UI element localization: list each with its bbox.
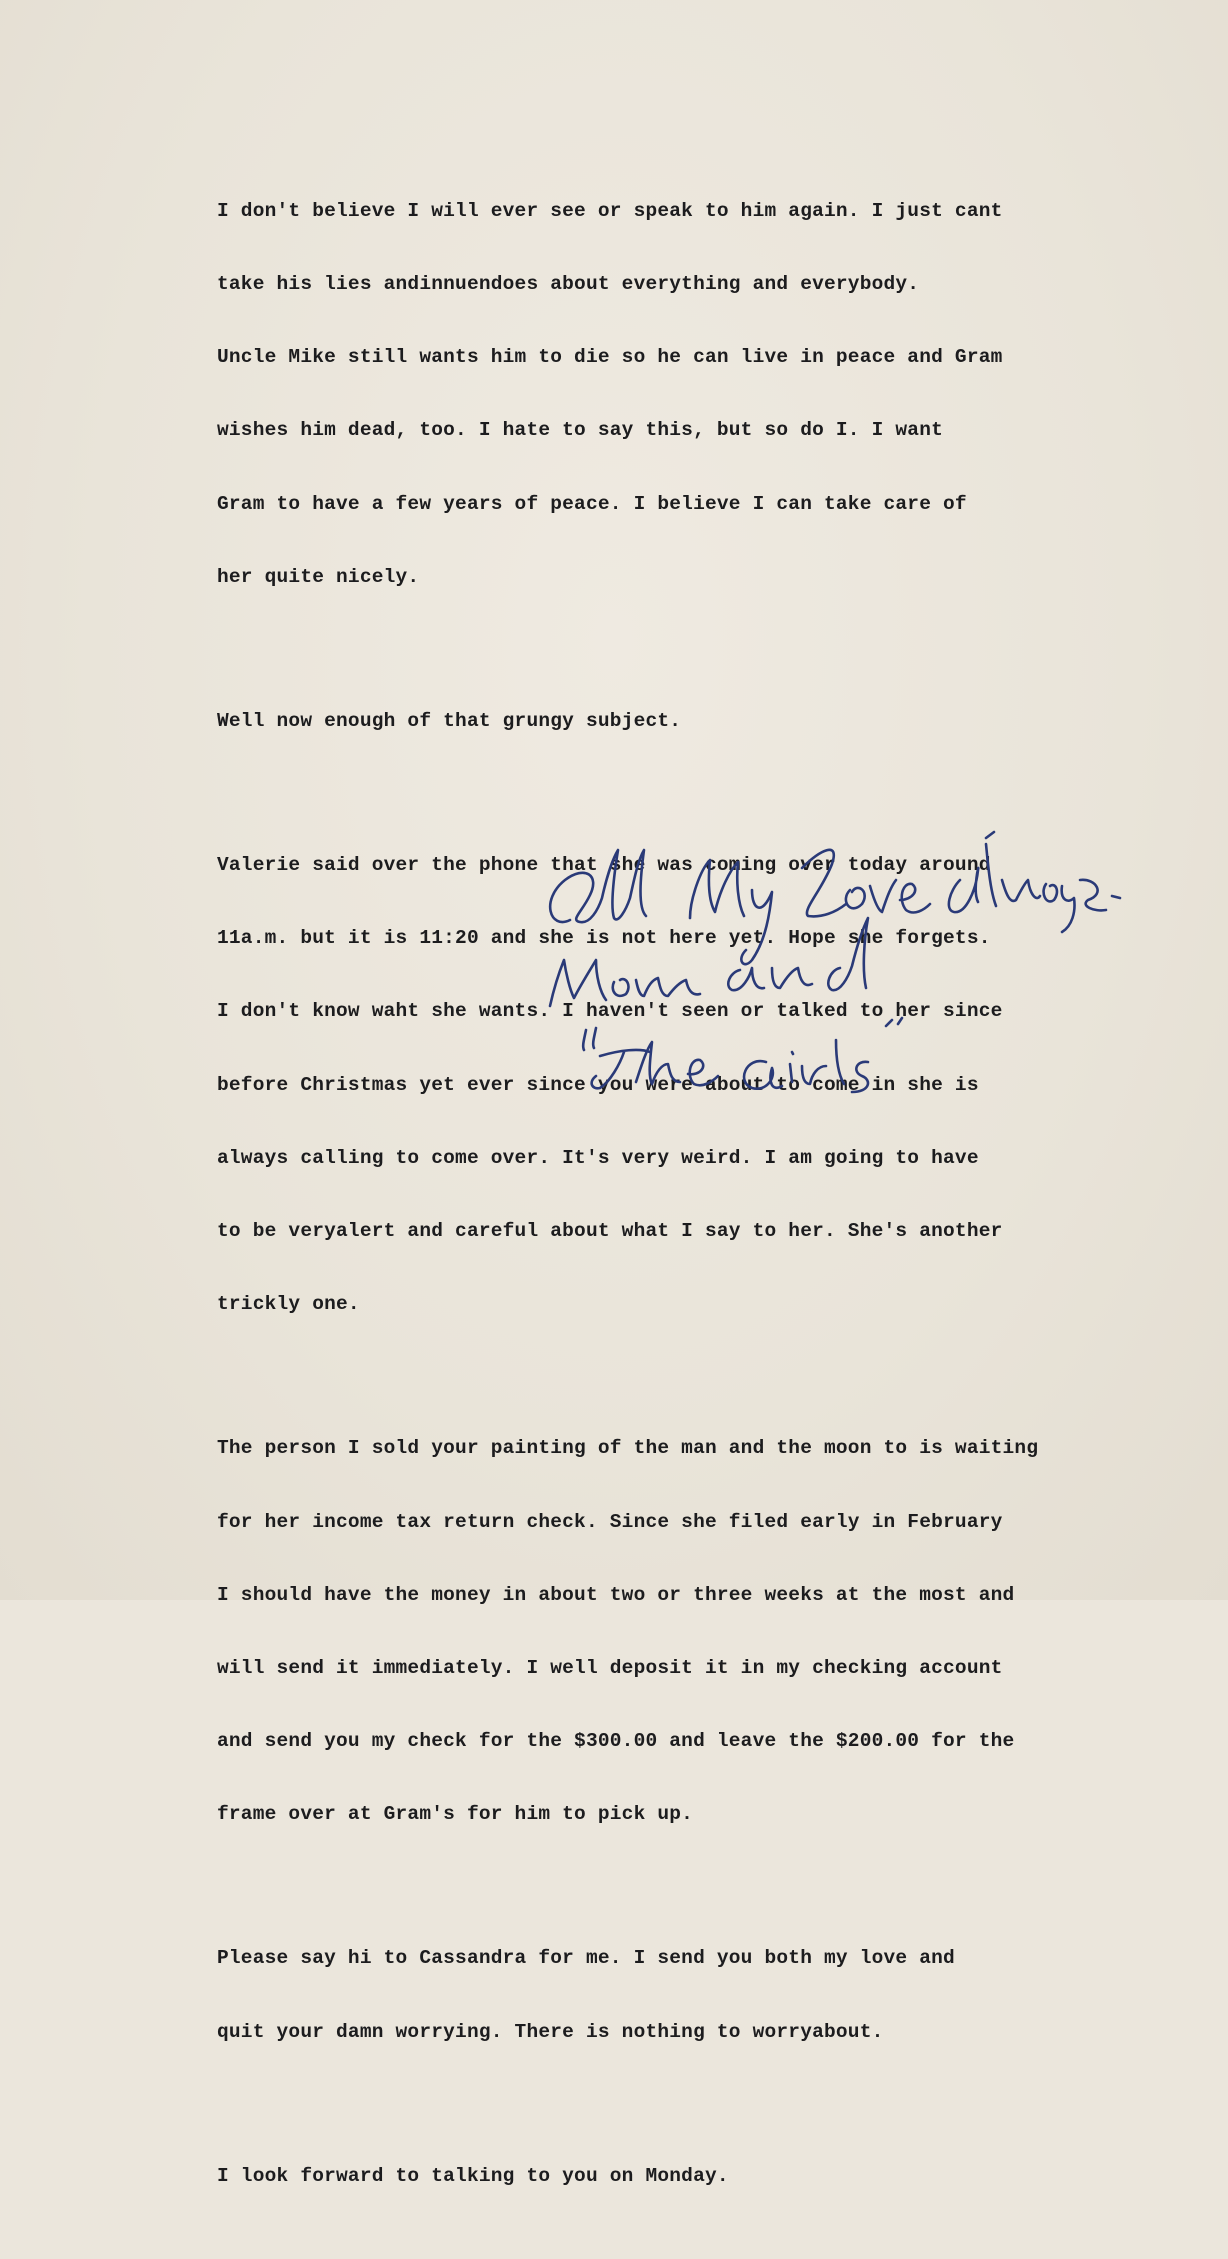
text-line: for her income tax return check. Since she filed early in February bbox=[217, 1510, 1003, 1533]
signature-stroke bbox=[744, 1018, 902, 1092]
text-line: her quite nicely. bbox=[217, 565, 420, 588]
signature-stroke bbox=[802, 850, 930, 917]
text-line: quit your damn worrying. There is nothing to worryabout. bbox=[217, 2020, 884, 2043]
text-line: The person I sold your painting of the man and the moon to is waiting bbox=[217, 1437, 1039, 1460]
handwritten-signature bbox=[540, 820, 1160, 1120]
text-line: wishes him dead, too. I hate to say this, but so do I. I want bbox=[217, 419, 944, 442]
signature-stroke bbox=[550, 960, 700, 1006]
text-line: and send you my check for the $300.00 and leave the $200.00 for the bbox=[217, 1730, 1015, 1753]
paragraph-6 bbox=[217, 2115, 1077, 2237]
signature-stroke bbox=[592, 1042, 718, 1088]
text-line: I look forward to talking to you on Monday. bbox=[217, 2164, 729, 2187]
text-line: always calling to come over. It's very weird. I am going to have bbox=[217, 1146, 979, 1169]
signature-stroke bbox=[690, 860, 772, 964]
text-line: 11a.m. but it is 11:20 and she is not here yet. Hope she forgets. bbox=[217, 927, 991, 950]
paragraph-5 bbox=[217, 1898, 1077, 2093]
text-line: to be veryalert and careful about what I say to her. She's another bbox=[217, 1220, 1003, 1243]
text-line: Valerie said over the phone that she was coming over today around bbox=[217, 853, 991, 876]
signature-stroke bbox=[550, 850, 646, 922]
text-line: before Christmas yet ever since you were about to come in she is bbox=[217, 1073, 979, 1096]
text-line: I don't know waht she wants. I haven't seen or talked to her since bbox=[217, 1000, 1003, 1023]
text-line: Please say hi to Cassandra for me. I send you both my love and bbox=[217, 1947, 955, 1970]
text-line: Gram to have a few years of peace. I believe I can take care of bbox=[217, 492, 967, 515]
signature-stroke bbox=[986, 832, 994, 838]
signature-stroke bbox=[583, 1028, 596, 1050]
text-line: I should have the money in about two or three weeks at the most and bbox=[217, 1583, 1015, 1606]
text-line: Uncle Mike still wants him to die so he can live in peace and Gram bbox=[217, 346, 1003, 369]
text-line: take his lies andinnuendoes about everything and everybody. bbox=[217, 273, 920, 296]
text-line: Well now enough of that grungy subject. bbox=[217, 709, 682, 732]
text-line: will send it immediately. I well deposit it in my checking account bbox=[217, 1656, 1003, 1679]
text-line: I don't believe I will ever see or speak to him again. I just cant bbox=[217, 199, 1003, 222]
signature-drawing bbox=[540, 820, 1160, 1120]
paragraph-1 bbox=[217, 150, 1077, 638]
paragraph-4 bbox=[217, 1388, 1077, 1876]
text-line: frame over at Gram's for him to pick up. bbox=[217, 1803, 694, 1826]
signature-stroke bbox=[949, 844, 1120, 932]
signature-stroke bbox=[728, 918, 868, 990]
paragraph-2 bbox=[217, 660, 1077, 782]
typed-letter-body bbox=[217, 150, 1077, 2259]
text-line: trickly one. bbox=[217, 1293, 360, 1316]
